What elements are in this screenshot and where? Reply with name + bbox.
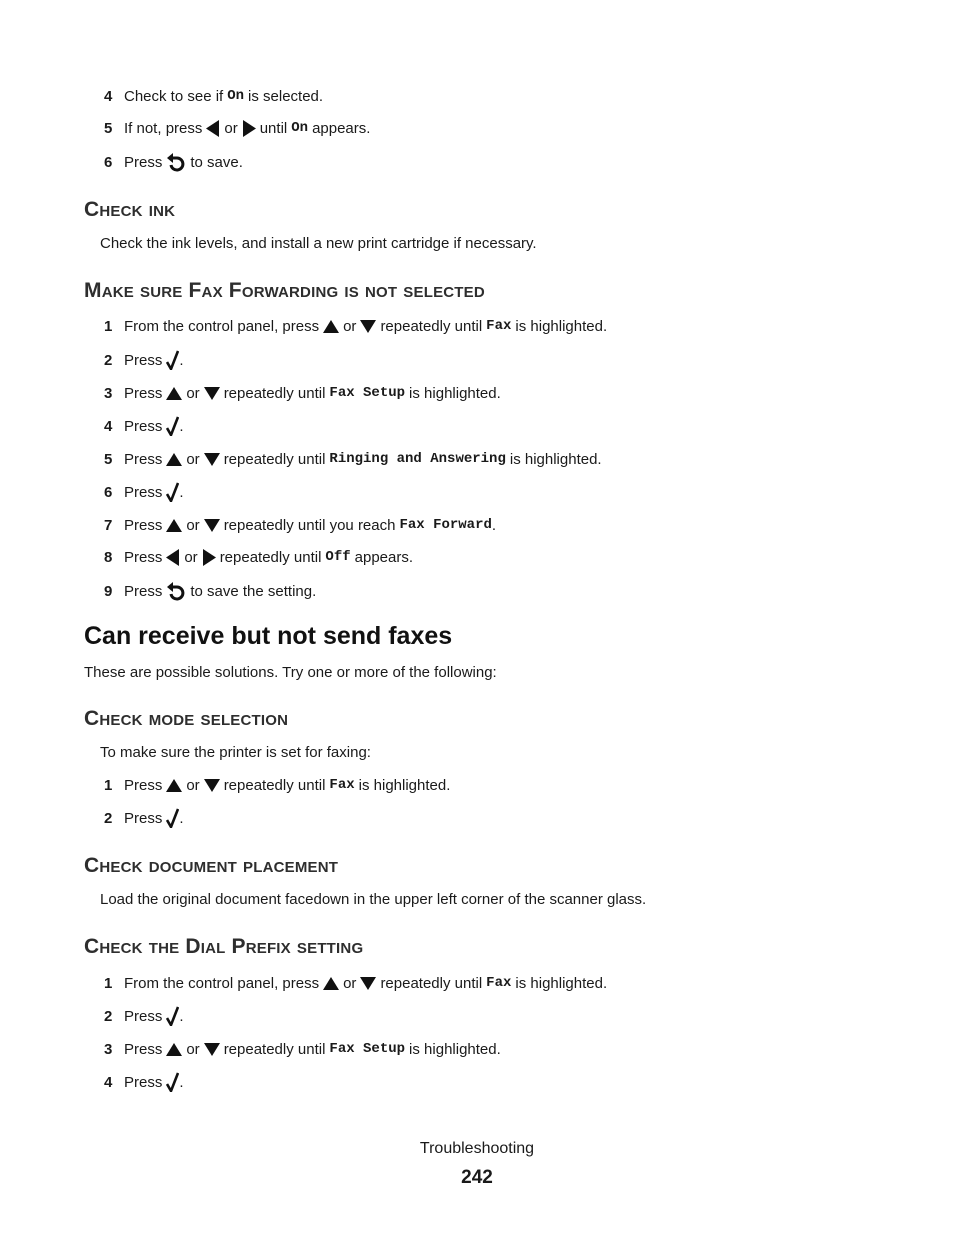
step-text: until: [259, 119, 288, 137]
step-text: or: [186, 384, 200, 402]
step-text: .: [179, 1007, 184, 1025]
step-number: 4: [104, 1073, 113, 1091]
step-text: is selected.: [248, 87, 324, 105]
heading-mode-selection: Check mode selection: [84, 707, 289, 730]
step-number: 2: [104, 1007, 113, 1025]
step-text: repeatedly until: [380, 974, 483, 992]
step-number: 8: [104, 548, 113, 566]
heading-fax-forwarding: Make sure Fax Forwarding is not selected: [84, 279, 485, 302]
step-text: Press: [124, 153, 163, 171]
step-text: Press: [124, 384, 163, 402]
up-arrow-icon: [166, 779, 182, 792]
step-number: 7: [104, 516, 113, 534]
up-arrow-icon: [166, 387, 182, 400]
check-icon: [166, 808, 179, 828]
check-icon: [166, 416, 179, 436]
step-text: repeatedly until: [223, 384, 326, 402]
left-arrow-icon: [206, 120, 220, 137]
up-arrow-icon: [323, 320, 339, 333]
step-text: .: [491, 516, 497, 534]
check-icon: [166, 482, 179, 502]
step-number: 5: [104, 119, 113, 137]
step-text: or: [186, 776, 200, 794]
code-value: On: [291, 120, 309, 136]
step-number: 4: [104, 417, 113, 435]
step-text: Press: [124, 548, 163, 566]
down-arrow-icon: [204, 519, 220, 532]
section-title: Can receive but not send faxes: [84, 622, 453, 650]
code-value: Fax Setup: [329, 385, 406, 401]
step-text: From the control panel, press: [124, 974, 320, 992]
step-text: Press: [124, 450, 163, 468]
step-text: is highlighted.: [515, 317, 608, 335]
step-text: repeatedly until: [380, 317, 483, 335]
step-text: .: [179, 1073, 184, 1091]
code-value: Fax Forward: [399, 517, 492, 533]
step-text: .: [179, 483, 184, 501]
section-intro: These are possible solutions. Try one or more of the following:: [84, 664, 497, 681]
down-arrow-icon: [204, 387, 220, 400]
down-arrow-icon: [360, 320, 376, 333]
left-arrow-icon: [166, 549, 180, 566]
check-icon: [166, 1006, 179, 1026]
code-value: Fax: [486, 318, 512, 334]
step-text: is highlighted.: [515, 974, 608, 992]
code-value: Fax: [486, 975, 512, 991]
step-number: 1: [104, 317, 113, 335]
step-text: or: [186, 516, 200, 534]
heading-document-placement: Check document placement: [84, 854, 339, 877]
up-arrow-icon: [166, 519, 182, 532]
step-number: 6: [104, 483, 113, 501]
step-text: or: [186, 450, 200, 468]
step-number: 1: [104, 776, 113, 794]
step-text: Press: [124, 483, 163, 501]
step-text: .: [179, 351, 184, 369]
step-text: repeatedly until: [223, 450, 326, 468]
step-text: repeatedly until you reach: [223, 516, 396, 534]
step-number: 3: [104, 1040, 113, 1058]
code-value: Fax Setup: [329, 1041, 406, 1057]
step-text: Check to see if: [124, 87, 224, 105]
step-text: Press: [124, 417, 163, 435]
paragraph-check-ink: Check the ink levels, and install a new print cartridge if necessary.: [100, 235, 537, 252]
step-number: 9: [104, 582, 113, 600]
step-number: 2: [104, 351, 113, 369]
step-text: From the control panel, press: [124, 317, 320, 335]
heading-check-ink: Check ink: [84, 198, 176, 221]
step-text: repeatedly until: [223, 1040, 326, 1058]
step-text: If not, press: [124, 119, 203, 137]
step-text: is highlighted.: [409, 1040, 501, 1058]
up-arrow-icon: [166, 453, 182, 466]
step-text: Press: [124, 1040, 163, 1058]
code-value: Off: [325, 549, 351, 565]
down-arrow-icon: [204, 1043, 220, 1056]
footer-section-label: Troubleshooting: [419, 1140, 535, 1157]
step-text: Press: [124, 516, 163, 534]
step-text: is highlighted.: [409, 384, 501, 402]
step-number: 3: [104, 384, 113, 402]
check-icon: [166, 1072, 179, 1092]
step-text: or: [343, 317, 357, 335]
step-text: or: [184, 548, 198, 566]
step-number: 1: [104, 974, 113, 992]
up-arrow-icon: [323, 977, 339, 990]
step-text: Press: [124, 1007, 163, 1025]
down-arrow-icon: [360, 977, 376, 990]
check-icon: [166, 350, 179, 370]
step-text: Press: [124, 351, 163, 369]
down-arrow-icon: [204, 453, 220, 466]
step-text: Press: [124, 809, 163, 827]
step-text: Press: [124, 776, 163, 794]
step-text: Press: [124, 582, 163, 600]
back-icon: [166, 152, 186, 172]
step-number: 5: [104, 450, 113, 468]
code-value: Fax: [329, 777, 355, 793]
step-text: is highlighted.: [509, 450, 602, 468]
down-arrow-icon: [204, 779, 220, 792]
code-value: Ringing and Answering: [329, 451, 506, 467]
step-text: Press: [124, 1073, 163, 1091]
step-text: repeatedly until: [223, 776, 326, 794]
step-text: appears.: [354, 548, 414, 566]
back-icon: [166, 581, 186, 601]
step-text: or: [224, 119, 238, 137]
step-text: or: [343, 974, 357, 992]
up-arrow-icon: [166, 1043, 182, 1056]
step-number: 6: [104, 153, 113, 171]
step-text: to save.: [190, 153, 243, 171]
paragraph-document-placement: Load the original document facedown in the upper left corner of the scanner glass.: [100, 891, 647, 908]
right-arrow-icon: [202, 549, 216, 566]
step-text: appears.: [312, 119, 371, 137]
step-text: to save the setting.: [190, 582, 317, 600]
step-text: .: [179, 417, 184, 435]
right-arrow-icon: [242, 120, 256, 137]
step-text: repeatedly until: [219, 548, 322, 566]
step-text: is highlighted.: [358, 776, 451, 794]
step-number: 2: [104, 809, 113, 827]
step-text: .: [179, 809, 184, 827]
code-value: On: [227, 88, 245, 104]
step-text: or: [186, 1040, 200, 1058]
page-number: 242: [461, 1167, 493, 1188]
paragraph-mode-selection: To make sure the printer is set for faxing:: [100, 744, 371, 761]
step-number: 4: [104, 87, 113, 105]
heading-dial-prefix: Check the Dial Prefix setting: [84, 935, 364, 958]
